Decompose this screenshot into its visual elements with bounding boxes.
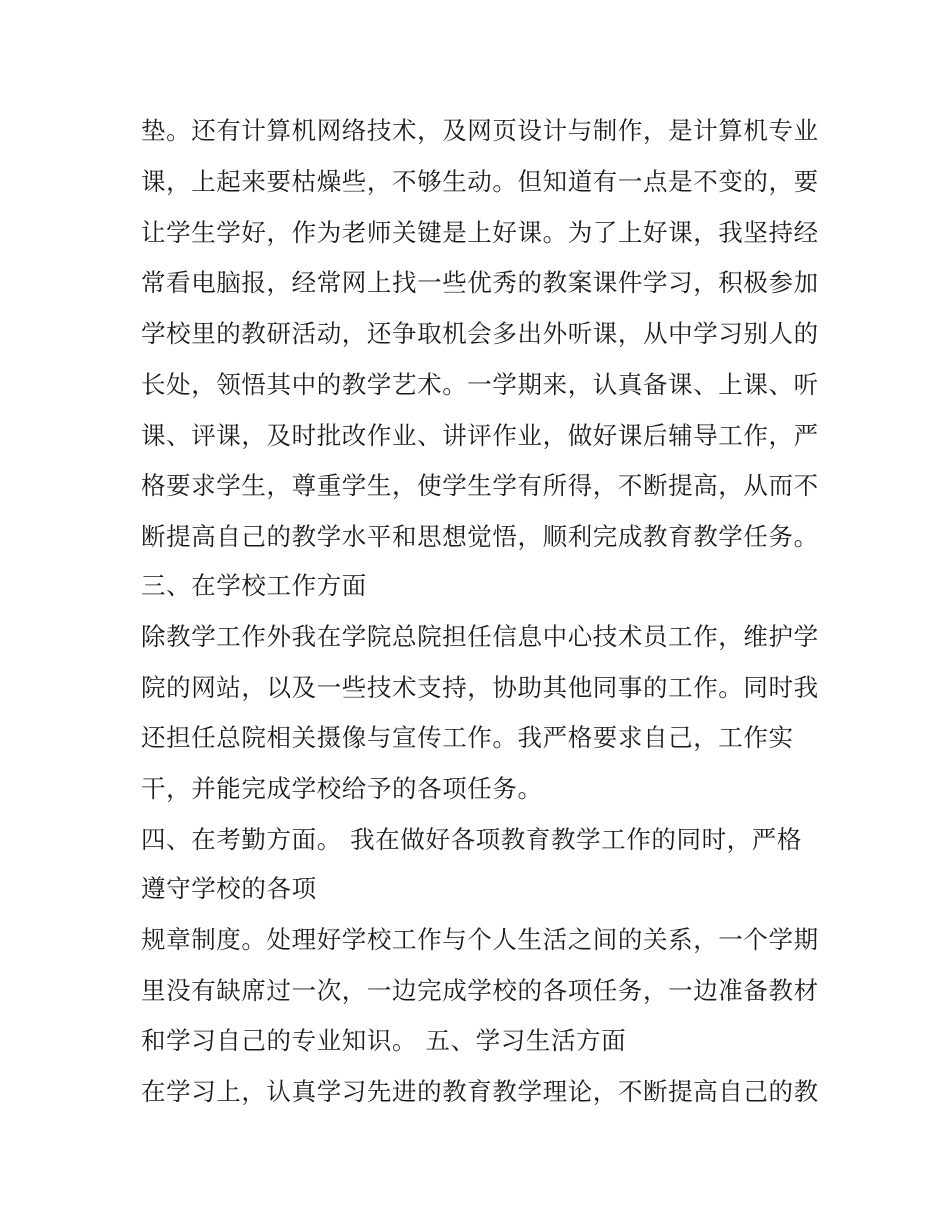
text-line: 还担任总院相关摄像与宣传工作。我严格要求自己，工作实 — [141, 723, 794, 752]
section-heading: 四、在考勤方面。 我在做好各项教育教学工作的同时，严格 — [141, 825, 802, 854]
section-heading: 三、在学校工作方面 — [141, 571, 367, 600]
text-line: 课、评课，及时批改作业、讲评作业，做好课后辅导工作，严 — [141, 421, 819, 450]
text-line: 常看电脑报，经常网上找一些优秀的教案课件学习，积极参加 — [141, 268, 819, 297]
text-line: 让学生学好，作为老师关键是上好课。为了上好课，我坚持经 — [141, 218, 819, 247]
text-line: 规章制度。处理好学校工作与个人生活之间的关系，一个学期 — [141, 925, 819, 954]
text-line: 断提高自己的教学水平和思想觉悟，顺利完成教育教学任务。 — [141, 522, 819, 551]
text-line: 垫。还有计算机网络技术，及网页设计与制作，是计算机专业 — [141, 116, 819, 145]
text-line: 长处，领悟其中的教学艺术。一学期来，认真备课、上课、听 — [141, 370, 819, 399]
text-line: 和学习自己的专业知识。 五、学习生活方面 — [141, 1026, 627, 1055]
text-line: 遵守学校的各项 — [141, 874, 317, 903]
text-line: 除教学工作外我在学院总院担任信息中心技术员工作，维护学 — [141, 622, 819, 651]
text-line: 院的网站，以及一些技术支持，协助其他同事的工作。同时我 — [141, 673, 819, 702]
text-line: 干，并能完成学校给予的各项任务。 — [141, 774, 543, 803]
text-line: 学校里的教研活动，还争取机会多出外听课，从中学习别人的 — [141, 319, 819, 348]
text-line: 课，上起来要枯燥些，不够生动。但知道有一点是不变的，要 — [141, 167, 819, 196]
text-line: 在学习上，认真学习先进的教育教学理论，不断提高自己的教 — [141, 1077, 819, 1106]
text-line: 里没有缺席过一次，一边完成学校的各项任务，一边准备教材 — [141, 976, 819, 1005]
text-line: 格要求学生，尊重学生，使学生学有所得，不断提高，从而不 — [141, 471, 819, 500]
